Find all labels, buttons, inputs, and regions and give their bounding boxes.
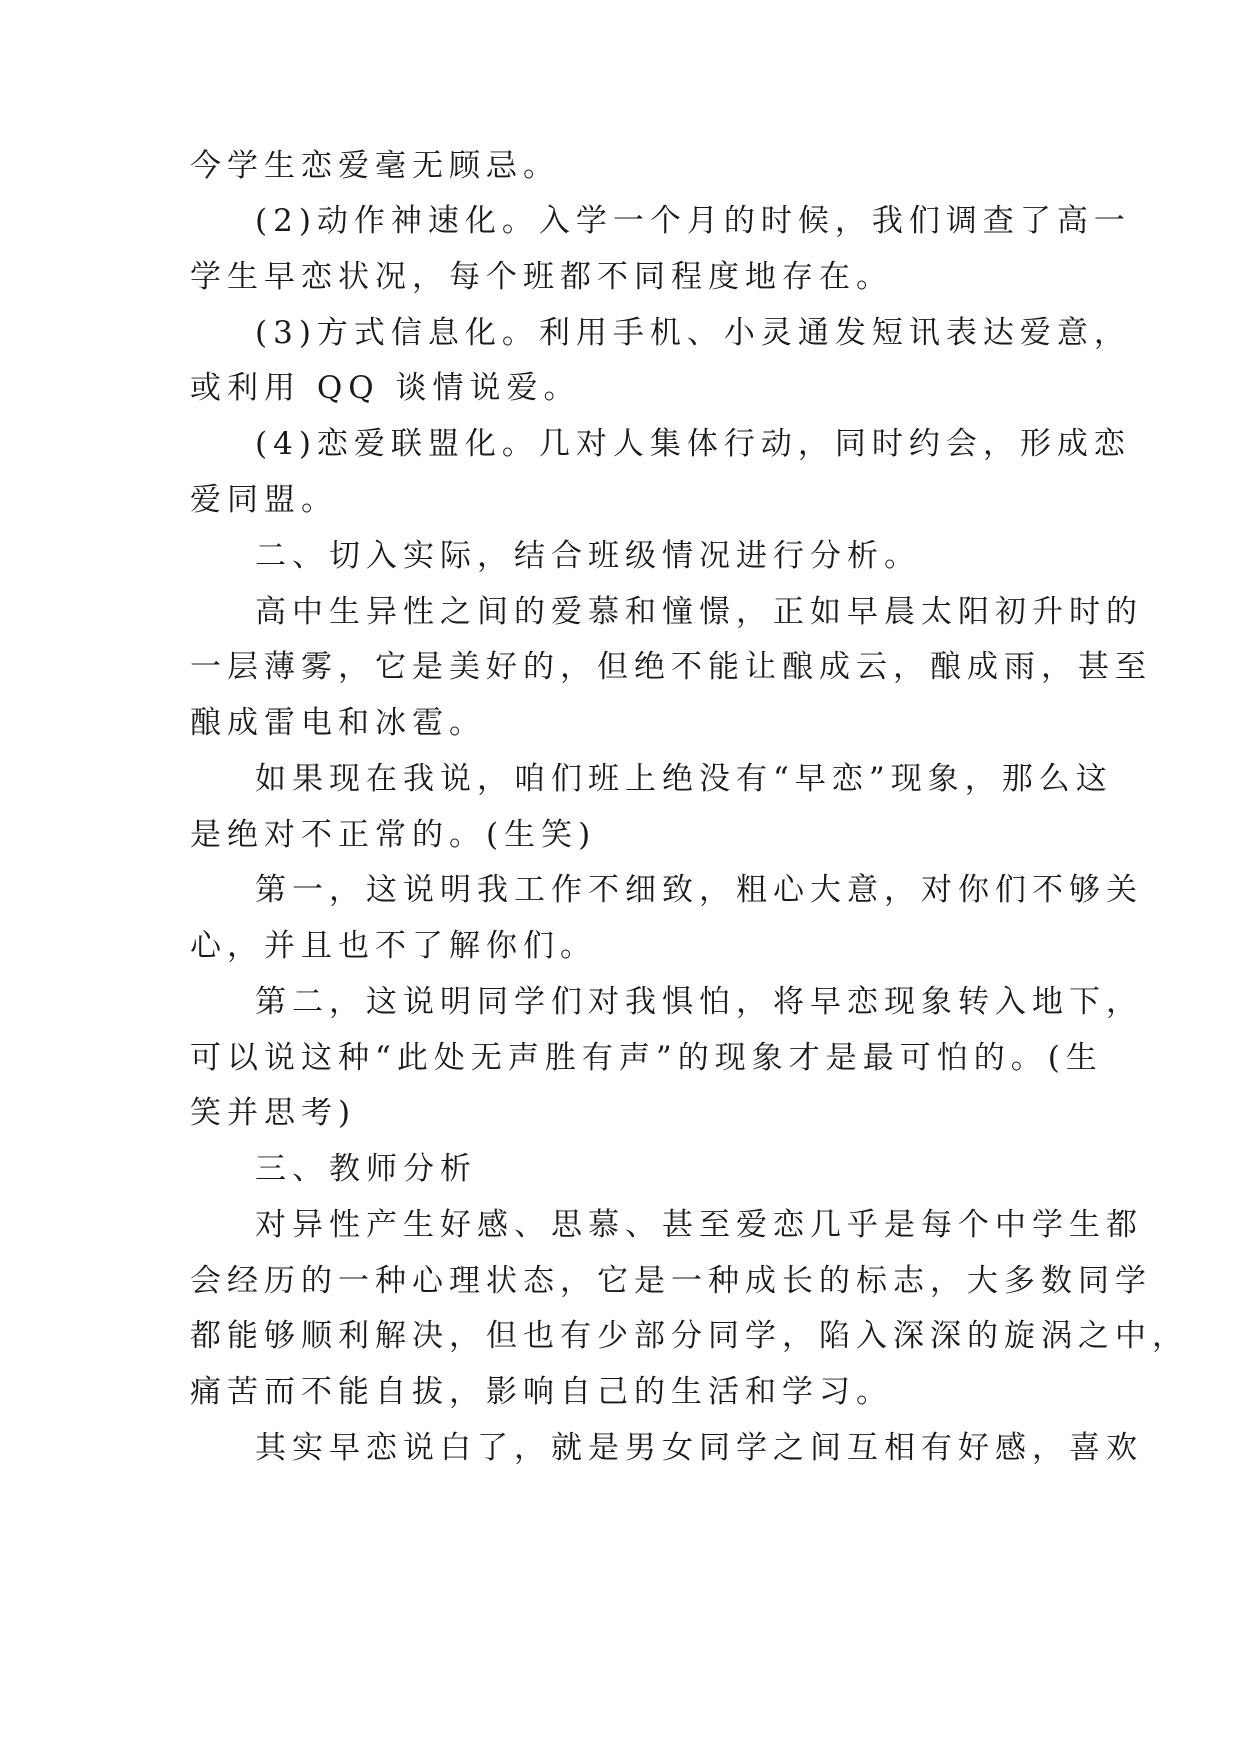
text-line: 高中生异性之间的爱慕和憧憬，正如早晨太阳初升时的 xyxy=(255,594,1143,630)
text-line: 二、切入实际，结合班级情况进行分析。 xyxy=(255,538,921,574)
text-line: 一层薄雾，它是美好的，但绝不能让酿成云，酿成雨，甚至 xyxy=(190,649,1152,685)
text-line: (3)方式信息化。利用手机、小灵通发短讯表达爱意， xyxy=(255,315,1131,351)
text-line: 笑并思考) xyxy=(190,1095,357,1131)
text-line: 心，并且也不了解你们。 xyxy=(190,928,597,964)
text-line: 痛苦而不能自拔，影响自己的生活和学习。 xyxy=(190,1374,893,1410)
text-line: 是绝对不正常的。(生笑) xyxy=(190,817,597,853)
text-line: (4)恋爱联盟化。几对人集体行动，同时约会，形成恋 xyxy=(255,426,1131,462)
text-line: 三、教师分析 xyxy=(255,1151,477,1187)
text-line: 或利用 QQ 谈情说爱。 xyxy=(190,370,581,406)
text-line: 学生早恋状况，每个班都不同程度地存在。 xyxy=(190,259,893,295)
text-line: 第一，这说明我工作不细致，粗心大意，对你们不够关 xyxy=(255,872,1143,908)
text-line: 其实早恋说白了，就是男女同学之间互相有好感，喜欢 xyxy=(255,1430,1143,1466)
text-line: 都能够顺利解决，但也有少部分同学，陷入深深的旋涡之中， xyxy=(190,1318,1189,1354)
text-line: 酿成雷电和冰雹。 xyxy=(190,705,486,741)
text-line: (2)动作神速化。入学一个月的时候，我们调查了高一 xyxy=(255,203,1131,239)
text-line: 如果现在我说，咱们班上绝没有“早恋”现象，那么这 xyxy=(255,761,1113,797)
text-line: 爱同盟。 xyxy=(190,482,338,518)
text-line: 会经历的一种心理状态，它是一种成长的标志，大多数同学 xyxy=(190,1263,1152,1299)
text-line: 第二，这说明同学们对我惧怕，将早恋现象转入地下， xyxy=(255,984,1143,1020)
text-line: 今学生恋爱毫无顾忌。 xyxy=(190,148,560,184)
text-line: 对异性产生好感、思慕、甚至爱恋几乎是每个中学生都 xyxy=(255,1207,1143,1243)
text-line: 可以说这种“此处无声胜有声”的现象才是最可怕的。(生 xyxy=(190,1040,1103,1076)
